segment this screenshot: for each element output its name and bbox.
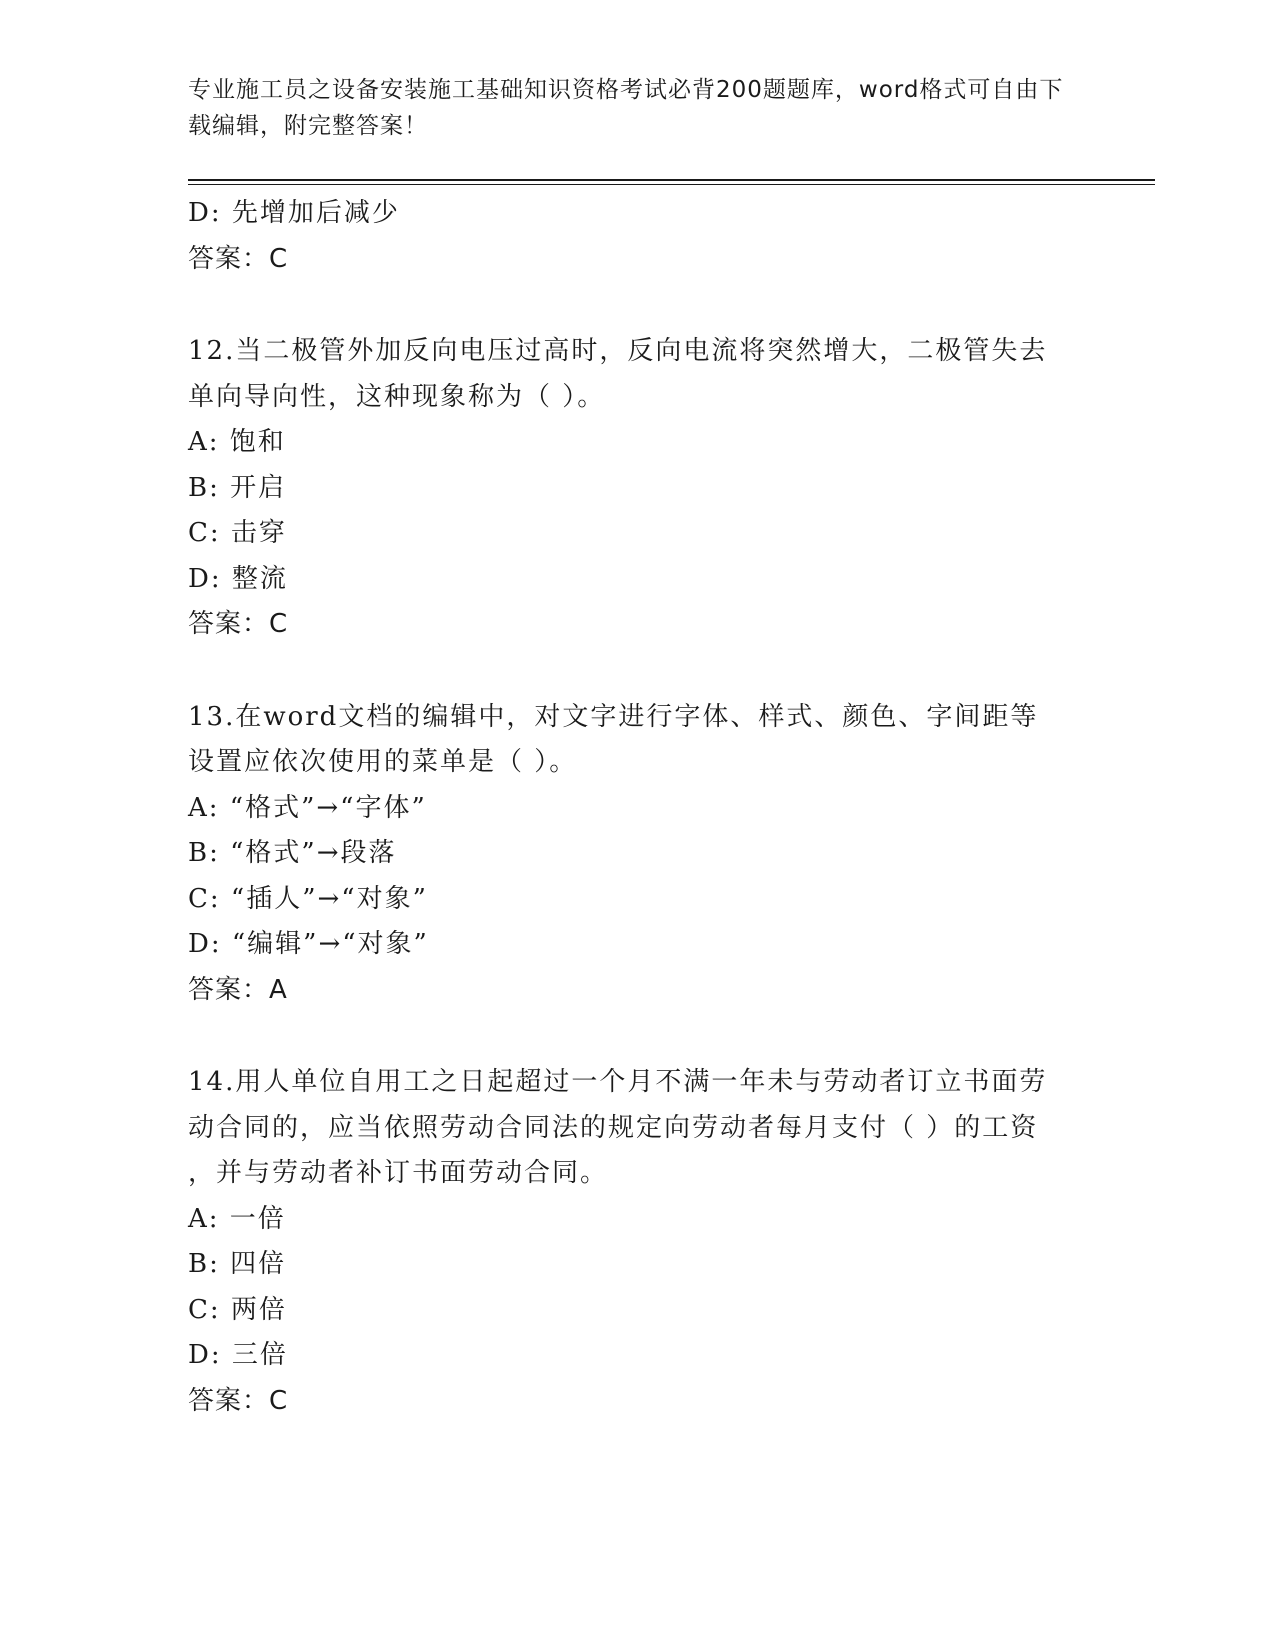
header-title: 专业施工员之设备安装施工基础知识资格考试必背200题题库，word格式可自由下载编辑，附完整答案！ bbox=[188, 77, 1064, 139]
question-13 bbox=[188, 695, 1088, 1014]
option-d: D: 先增加后减少 bbox=[188, 198, 400, 228]
header-rule-thin bbox=[188, 184, 1155, 185]
option-c: C: “插人”→“对象” bbox=[188, 883, 428, 914]
document-header bbox=[188, 72, 1068, 144]
option-b: B: 开启 bbox=[188, 472, 287, 503]
option-c: C: 两倍 bbox=[188, 1294, 287, 1325]
question-stem-line: 14.用人单位自用工之日起超过一个月不满一年未与劳动者订立书面劳 bbox=[188, 1067, 1048, 1097]
option-c: C: 击穿 bbox=[188, 518, 287, 548]
answer: 答案：A bbox=[188, 974, 288, 1005]
answer: 答案：C bbox=[188, 243, 289, 274]
option-a: A: 一倍 bbox=[188, 1203, 286, 1234]
option-b: B: “格式”→段落 bbox=[188, 838, 397, 868]
question-stem-line: 设置应依次使用的菜单是（ ）。 bbox=[188, 747, 578, 777]
question-stem-line: 12.当二极管外加反向电压过高时，反向电流将突然增大，二极管失去 bbox=[188, 336, 1048, 366]
question-stem-line: 13.在word文档的编辑中，对文字进行字体、样式、颜色、字间距等 bbox=[188, 701, 1039, 732]
option-a: A: “格式”→“字体” bbox=[188, 792, 427, 823]
question-12 bbox=[188, 329, 1088, 648]
question-14 bbox=[188, 1060, 1088, 1424]
spacer bbox=[188, 1013, 1088, 1060]
question-stem-line: ，并与劳动者补订书面劳动合同。 bbox=[188, 1158, 609, 1188]
document-body bbox=[188, 191, 1088, 1424]
option-d: D: 整流 bbox=[188, 563, 288, 594]
answer: 答案：C bbox=[188, 609, 289, 639]
header-rule-thick bbox=[188, 179, 1155, 181]
question-stem-line: 单向导向性，这种现象称为（ ）。 bbox=[188, 381, 606, 412]
answer: 答案：C bbox=[188, 1385, 289, 1416]
option-a: A: 饱和 bbox=[188, 427, 286, 457]
spacer bbox=[188, 648, 1088, 695]
option-d: D: 三倍 bbox=[188, 1340, 288, 1370]
option-d: D: “编辑”→“对象” bbox=[188, 929, 429, 959]
option-b: B: 四倍 bbox=[188, 1249, 287, 1279]
spacer bbox=[188, 282, 1088, 329]
question-stem-line: 动合同的，应当依照劳动合同法的规定向劳动者每月支付（ ）的工资 bbox=[188, 1112, 1039, 1143]
